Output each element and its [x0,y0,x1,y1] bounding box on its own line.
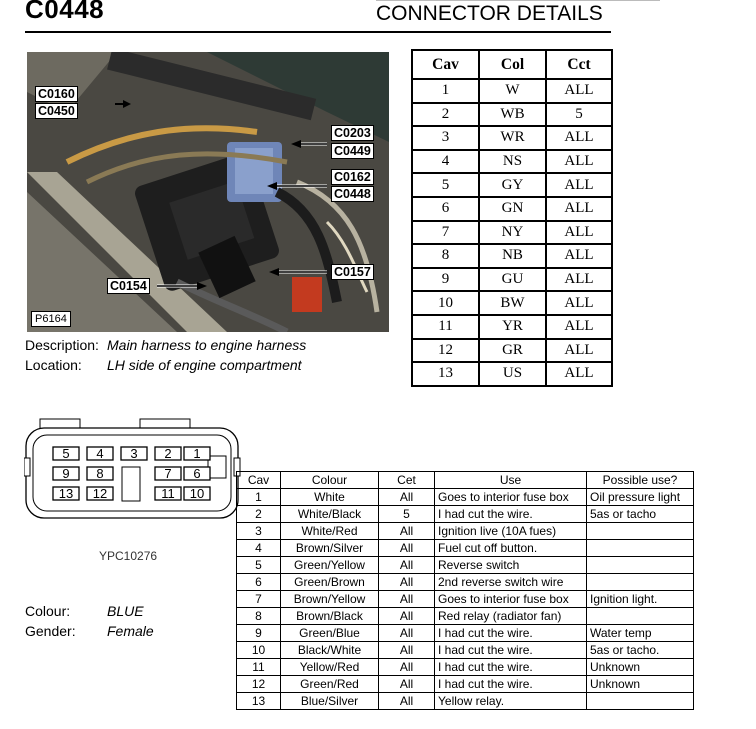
cav-cell: 1 [412,79,479,103]
col-cell: US [479,362,546,386]
cct-cell: ALL [546,268,612,292]
wire-use-row [237,608,694,625]
col-cell: YR [479,315,546,339]
use-use-cell: Ignition live (10A fues) [435,523,587,540]
cct-cell: ALL [546,197,612,221]
cav-cell: 8 [412,244,479,268]
wire-use-row [237,642,694,659]
wire-use-row [237,540,694,557]
cavity-table-header [412,50,612,79]
use-use-cell: Goes to interior fuse box [435,591,587,608]
use-cet-header: Cet [379,472,435,489]
use-cet-cell: All [379,591,435,608]
use-possible-cell: Oil pressure light [587,489,694,506]
engine-bay-photo [27,52,389,332]
cav-cell: 6 [412,197,479,221]
cav-cell: 4 [412,150,479,174]
col-header: Col [479,50,546,79]
use-colour-header: Colour [281,472,379,489]
use-colour-cell: Yellow/Red [281,659,379,676]
pin-label-11: 11 [161,486,175,501]
col-cell: NB [479,244,546,268]
use-use-cell: Goes to interior fuse box [435,489,587,506]
wire-use-row [237,506,694,523]
gender-value: Female [107,623,154,639]
cavity-row [412,197,612,221]
page-title: CONNECTOR DETAILS [376,2,603,25]
cct-cell: ALL [546,79,612,103]
use-colour-cell: Blue/Silver [281,693,379,710]
pin-label-8: 8 [96,466,104,481]
use-colour-cell: Green/Blue [281,625,379,642]
cavity-row [412,362,612,386]
photo-label-c0162: C0162 [331,169,374,185]
use-cet-cell: All [379,540,435,557]
use-colour-cell: Green/Yellow [281,557,379,574]
photo-label-c0449: C0449 [331,143,374,159]
cavity-row [412,221,612,245]
colour-row [25,603,144,619]
cct-cell: ALL [546,315,612,339]
use-use-cell: I had cut the wire. [435,642,587,659]
use-cav-cell: 7 [237,591,281,608]
use-cet-cell: All [379,489,435,506]
connector-face-diagram [24,418,242,530]
cct-cell: 5 [546,103,612,127]
col-cell: BW [479,291,546,315]
cct-cell: ALL [546,291,612,315]
use-cav-cell: 11 [237,659,281,676]
wire-use-body [237,489,694,710]
cav-cell: 3 [412,126,479,150]
cav-cell: 5 [412,173,479,197]
use-cav-cell: 2 [237,506,281,523]
use-cav-header: Cav [237,472,281,489]
pin-label-6: 6 [193,466,201,481]
use-cav-cell: 13 [237,693,281,710]
use-cet-cell: All [379,693,435,710]
wire-use-row [237,659,694,676]
col-cell: NY [479,221,546,245]
wire-use-row [237,625,694,642]
cavity-row [412,291,612,315]
use-colour-cell: Green/Red [281,676,379,693]
use-use-header: Use [435,472,587,489]
location-row [25,357,302,373]
cavity-row [412,244,612,268]
use-cet-cell: All [379,676,435,693]
use-colour-cell: Green/Brown [281,574,379,591]
use-use-cell: Red relay (radiator fan) [435,608,587,625]
pin-label-7: 7 [164,466,172,481]
use-cav-cell: 1 [237,489,281,506]
photo-label-c0157: C0157 [331,264,374,280]
use-cet-cell: All [379,659,435,676]
connector-code-heading: C0448 [25,0,105,24]
wire-use-row [237,591,694,608]
use-cet-cell: All [379,625,435,642]
cavity-row [412,103,612,127]
photo-label-c0160: C0160 [35,86,78,102]
use-cav-cell: 9 [237,625,281,642]
wire-use-row [237,693,694,710]
col-cell: WR [479,126,546,150]
header-rule [25,31,611,33]
use-possible-header: Possible use? [587,472,694,489]
pin-label-3: 3 [130,446,138,461]
use-cav-cell: 3 [237,523,281,540]
pin-label-12: 12 [92,486,108,501]
cav-header: Cav [412,50,479,79]
use-cet-cell: All [379,523,435,540]
use-possible-cell [587,540,694,557]
cav-cell: 7 [412,221,479,245]
cav-cell: 9 [412,268,479,292]
use-cav-cell: 6 [237,574,281,591]
cavity-row [412,126,612,150]
pin-label-4: 4 [96,446,104,461]
use-possible-cell: Ignition light. [587,591,694,608]
use-use-cell: I had cut the wire. [435,506,587,523]
pin-label-9: 9 [62,466,70,481]
use-colour-cell: White [281,489,379,506]
cav-cell: 11 [412,315,479,339]
cct-cell: ALL [546,244,612,268]
connector-part-code: YPC10276 [99,549,158,563]
use-cav-cell: 12 [237,676,281,693]
col-cell: GN [479,197,546,221]
description-row [25,337,306,353]
cct-cell: ALL [546,126,612,150]
cct-cell: ALL [546,362,612,386]
description-label: Description: [25,337,99,353]
cavity-row [412,150,612,174]
use-possible-cell: Unknown [587,659,694,676]
use-use-cell: I had cut the wire. [435,676,587,693]
cav-cell: 13 [412,362,479,386]
use-possible-cell: 5as or tacho [587,506,694,523]
use-colour-cell: Brown/Silver [281,540,379,557]
gender-label: Gender: [25,623,76,639]
use-cet-cell: All [379,574,435,591]
gender-row [25,623,154,639]
cavity-row [412,268,612,292]
cct-header: Cct [546,50,612,79]
use-cav-cell: 10 [237,642,281,659]
col-cell: NS [479,150,546,174]
cavity-table [411,49,613,387]
use-cav-cell: 5 [237,557,281,574]
use-cet-cell: All [379,557,435,574]
use-use-cell: Fuel cut off button. [435,540,587,557]
wire-use-row [237,574,694,591]
use-colour-cell: Brown/Yellow [281,591,379,608]
use-use-cell: I had cut the wire. [435,625,587,642]
use-possible-cell [587,608,694,625]
colour-value: BLUE [107,603,144,619]
location-label: Location: [25,357,82,373]
use-possible-cell [587,693,694,710]
pin-label-2: 2 [164,446,172,461]
header-top-rule [376,0,660,1]
use-cet-cell: All [379,642,435,659]
cct-cell: ALL [546,339,612,363]
pin-label-10: 10 [189,486,205,501]
description-value: Main harness to engine harness [107,337,307,353]
use-cet-cell: 5 [379,506,435,523]
use-possible-cell: Unknown [587,676,694,693]
use-possible-cell [587,557,694,574]
use-cet-cell: All [379,608,435,625]
photo-label-c0448: C0448 [331,186,374,202]
col-cell: GY [479,173,546,197]
wire-use-row [237,557,694,574]
colour-label: Colour: [25,603,71,619]
use-use-cell: Yellow relay. [435,693,587,710]
cavity-row [412,79,612,103]
use-possible-cell: Water temp [587,625,694,642]
use-possible-cell: 5as or tacho. [587,642,694,659]
use-cav-cell: 8 [237,608,281,625]
pin-label-13: 13 [58,486,74,501]
use-use-cell: Reverse switch [435,557,587,574]
cav-cell: 12 [412,339,479,363]
wire-use-row [237,676,694,693]
cct-cell: ALL [546,221,612,245]
cav-cell: 2 [412,103,479,127]
use-colour-cell: Black/White [281,642,379,659]
wire-use-header [237,472,694,489]
photo-label-c0203: C0203 [331,125,374,141]
photo-label-c0450: C0450 [35,103,78,119]
cavity-row [412,173,612,197]
photo-label-c0154: C0154 [107,278,150,294]
col-cell: GR [479,339,546,363]
use-colour-cell: White/Black [281,506,379,523]
use-use-cell: 2nd reverse switch wire [435,574,587,591]
pin-label-5: 5 [62,446,70,461]
cct-cell: ALL [546,150,612,174]
cavity-row [412,315,612,339]
col-cell: WB [479,103,546,127]
use-colour-cell: Brown/Black [281,608,379,625]
cct-cell: ALL [546,173,612,197]
use-use-cell: I had cut the wire. [435,659,587,676]
use-possible-cell [587,574,694,591]
use-colour-cell: White/Red [281,523,379,540]
col-cell: W [479,79,546,103]
cav-cell: 10 [412,291,479,315]
wire-use-table [236,471,694,710]
use-cav-cell: 4 [237,540,281,557]
pin-label-1: 1 [193,446,201,461]
wire-use-row [237,523,694,540]
use-possible-cell [587,523,694,540]
col-cell: GU [479,268,546,292]
photo-code: P6164 [31,311,71,327]
wire-use-row [237,489,694,506]
cavity-table-body [412,79,612,386]
location-value: LH side of engine compartment [107,357,302,373]
cavity-row [412,339,612,363]
